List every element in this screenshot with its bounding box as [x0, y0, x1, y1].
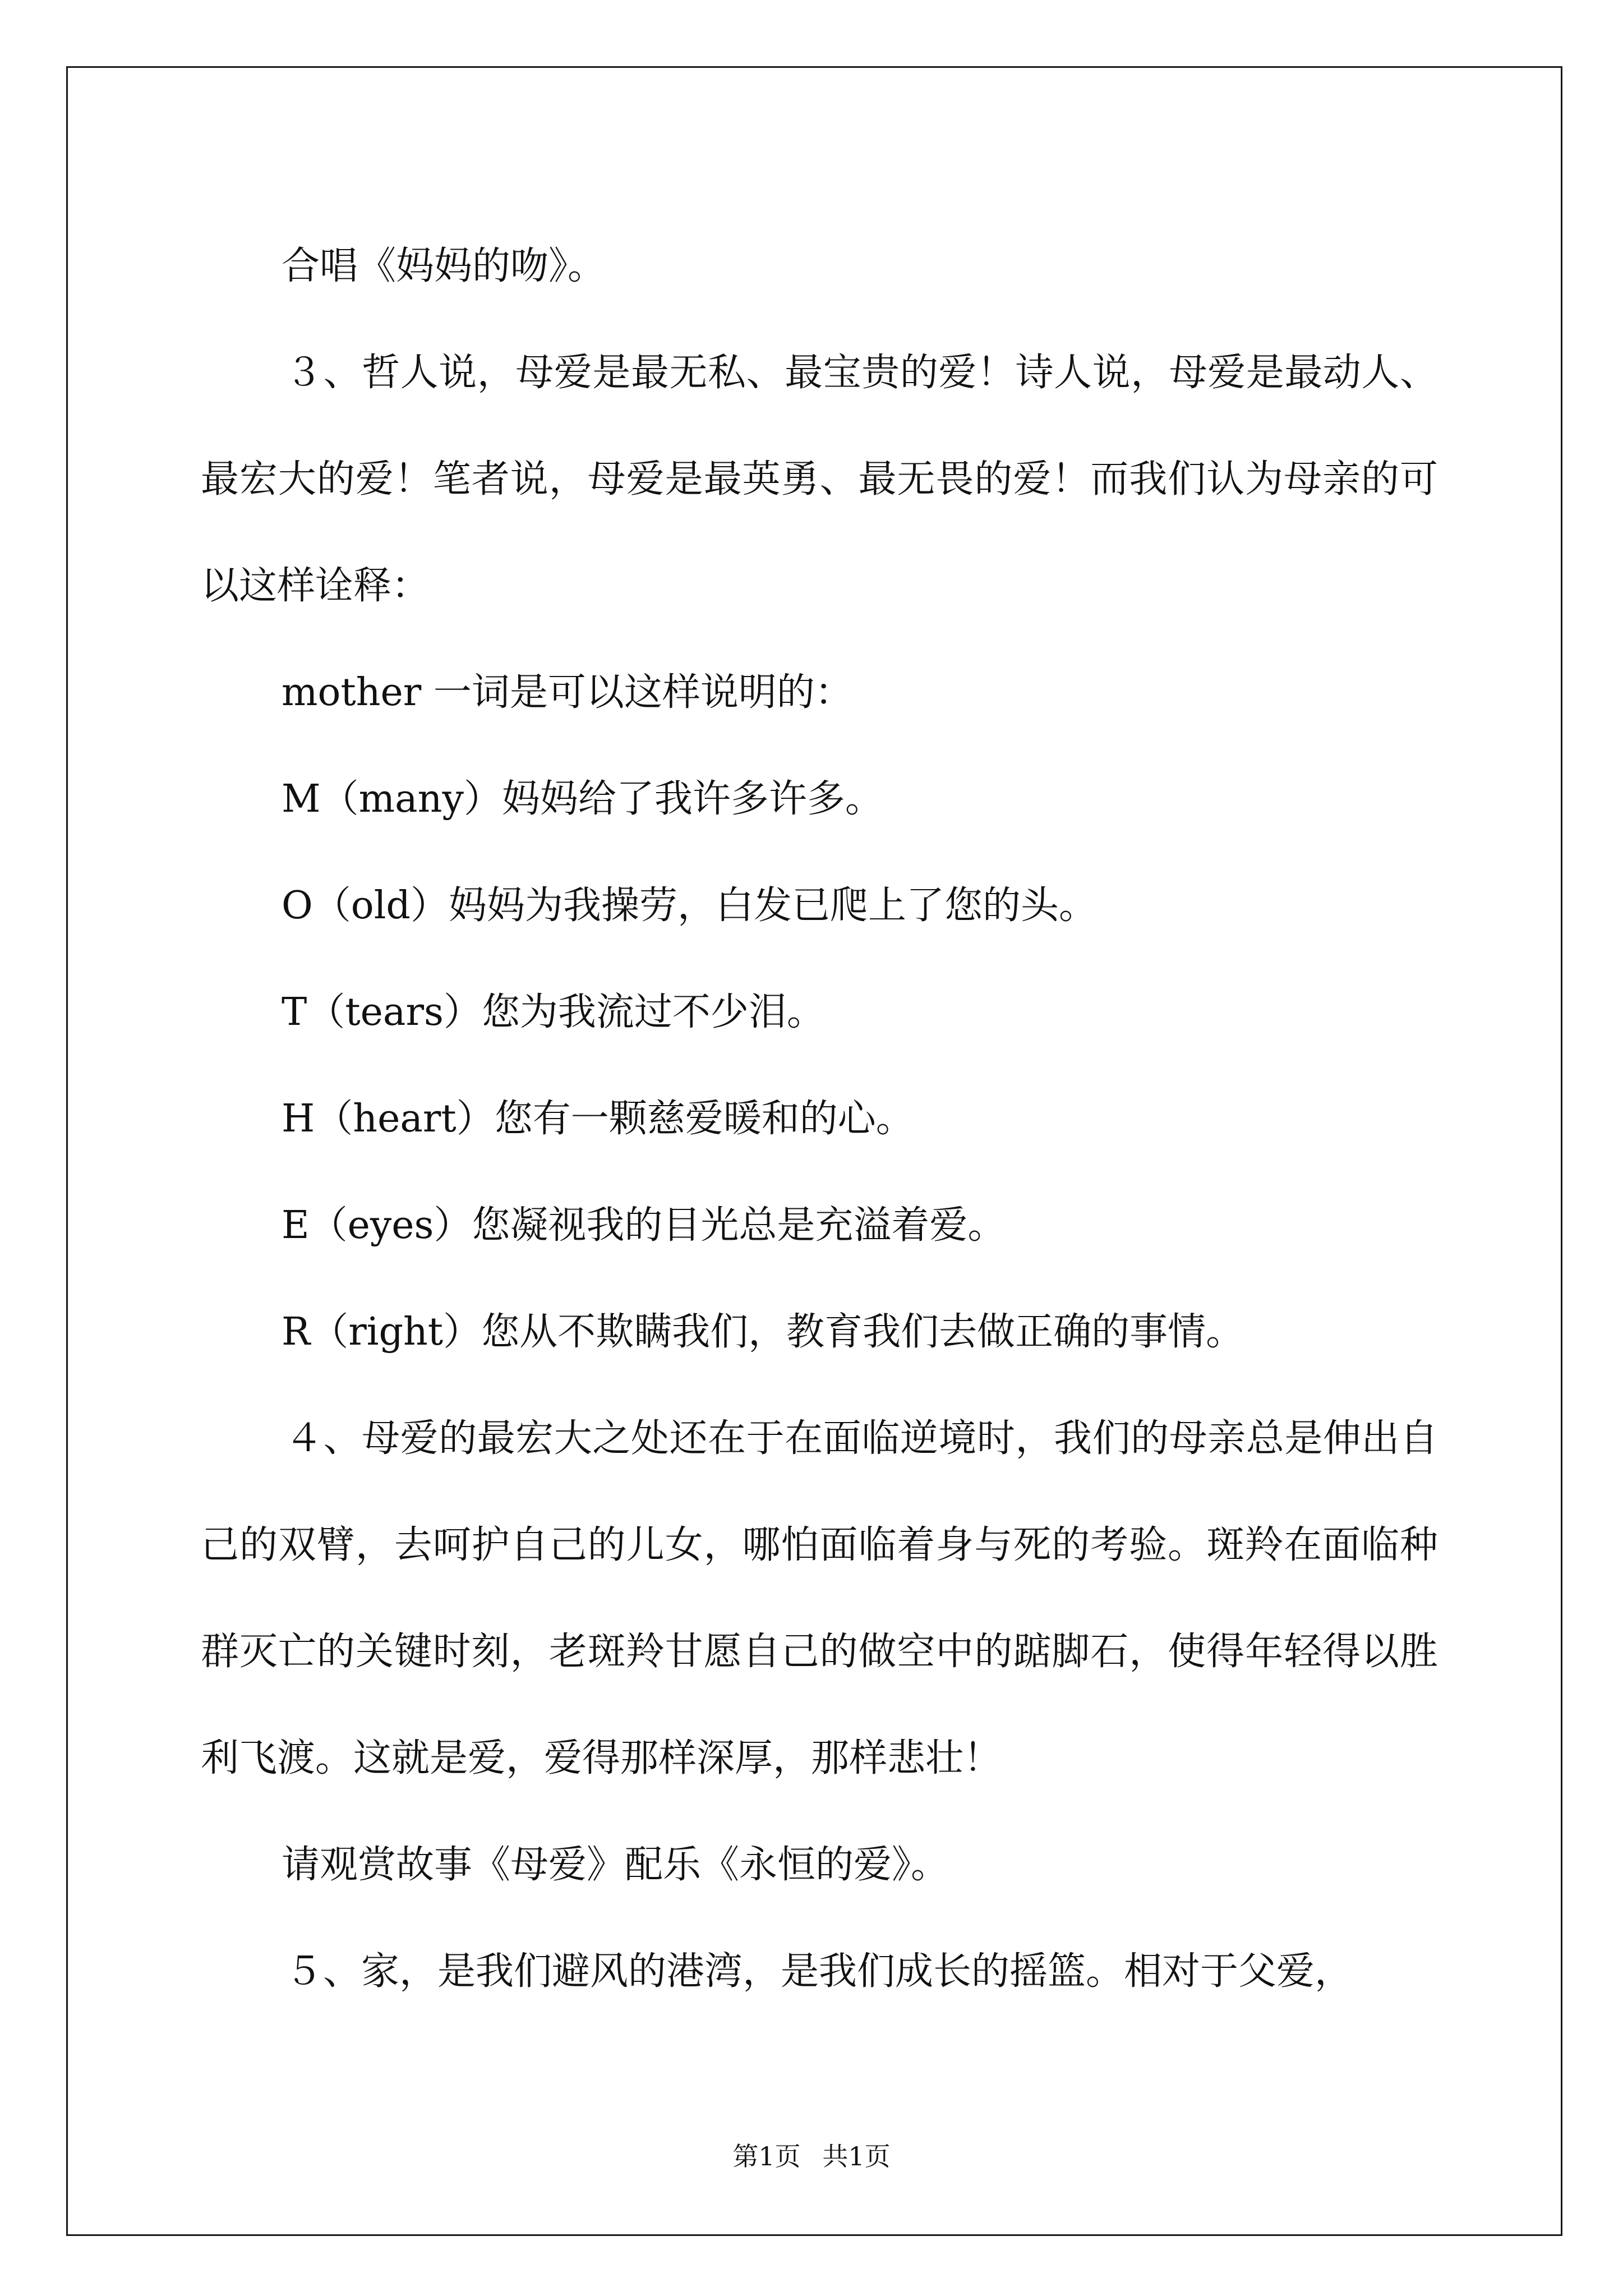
paragraph-2: ３、哲人说，母爱是最无私、最宝贵的爱！诗人说，母爱是最动人、最宏大的爱！笔者说，母爱是最英勇、最无畏的爱！而我们认为母亲的可以这样诠释：	[201, 351, 1438, 608]
page-number: 第1页	[732, 2141, 801, 2171]
paragraph-10: ４、母爱的最宏大之处还在于在面临逆境时，我们的母亲总是伸出自己的双臂，去呵护自己的儿女，哪怕面临着身与死的考验。斑羚在面临种群灭亡的关键时刻，老斑羚甘愿自己的做空中的踮脚石，使得年轻得以胜利飞渡。这就是爱，爱得那样深厚，那样悲壮！	[201, 1416, 1438, 1780]
paragraph-4: M（many）妈妈给了我许多许多。	[282, 777, 883, 821]
page-footer	[0, 2136, 1623, 2173]
document-body	[201, 213, 1438, 2025]
paragraph-9: R（right）您从不欺瞒我们，教育我们去做正确的事情。	[282, 1310, 1244, 1354]
page-total: 共1页	[822, 2141, 891, 2171]
paragraph-6: T（tears）您为我流过不少泪。	[282, 990, 825, 1034]
paragraph-8: E（eyes）您凝视我的目光总是充溢着爱。	[282, 1203, 1006, 1248]
paragraph-5: O（old）妈妈为我操劳，白发已爬上了您的头。	[282, 884, 1097, 928]
paragraph-1: 合唱《妈妈的吻》。	[282, 244, 606, 288]
paragraph-12: ５、家，是我们避风的港湾，是我们成长的摇篮。相对于父爱，	[285, 1949, 1353, 1994]
paragraph-3: mother 一词是可以这样说明的：	[282, 670, 853, 715]
paragraph-11: 请观赏故事《母爱》配乐《永恒的爱》。	[282, 1843, 949, 1887]
paragraph-7: H（heart）您有一颗慈爱暖和的心。	[282, 1097, 914, 1141]
